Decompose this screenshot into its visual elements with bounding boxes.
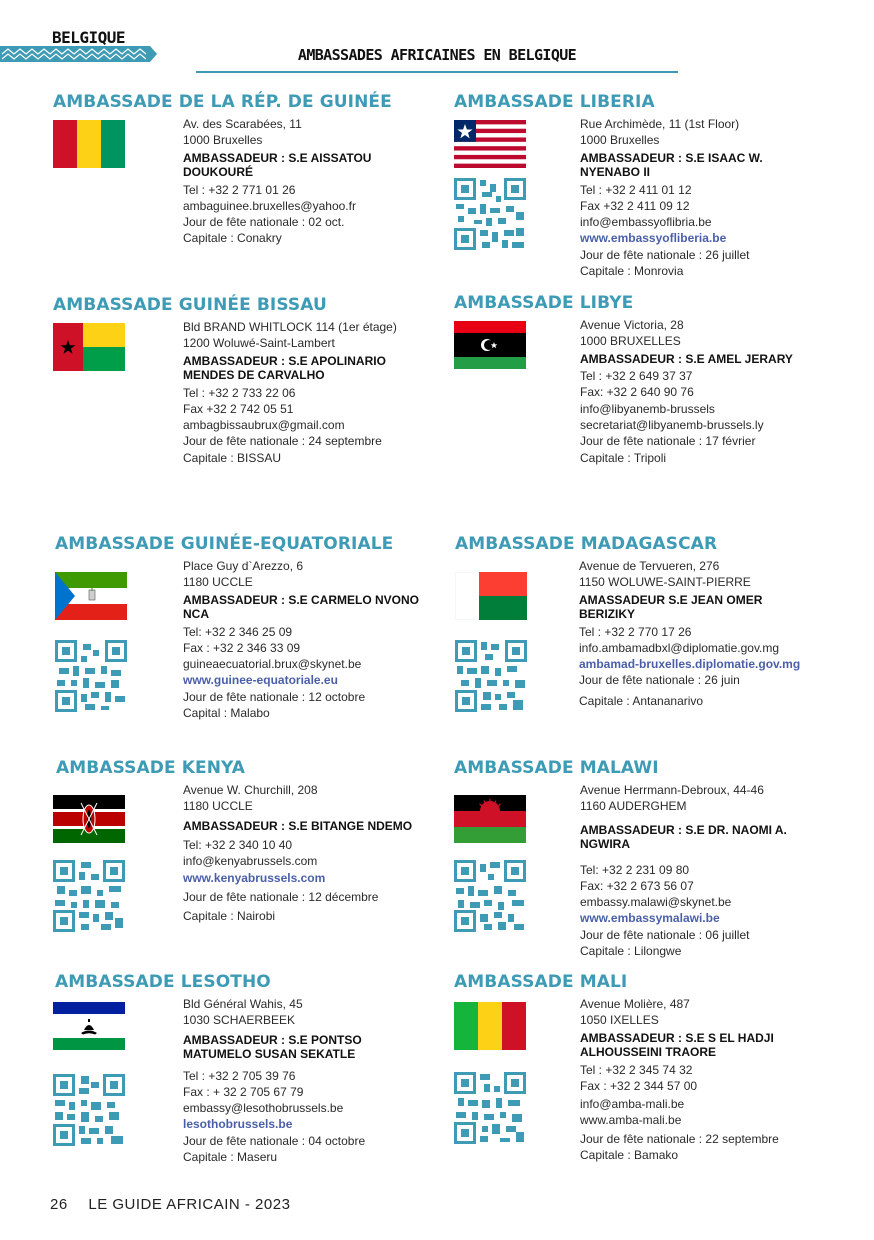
contact-line: Jour de fête nationale : 12 octobre	[183, 689, 366, 704]
address-line: 1150 WOLUWE-SAINT-PIERRE	[579, 575, 751, 590]
contact-line: Capitale : Monrovia	[580, 264, 684, 279]
page-footer	[50, 1196, 290, 1213]
contact-line: Capitale : Conakry	[183, 231, 282, 246]
address-line: Avenue W. Churchill, 208	[183, 783, 318, 797]
page-number: 26	[50, 1196, 68, 1213]
contact-line[interactable]: info@amba-mali.be	[580, 1097, 685, 1112]
contact-line: Capital : Malabo	[183, 706, 270, 721]
contact-line: Capitale : Maseru	[183, 1150, 278, 1165]
contact-line[interactable]: info.ambamadbxl@diplomatie.gov.mg	[579, 640, 780, 655]
embassy-libye	[454, 293, 854, 473]
address-line: 1180 UCCLE	[183, 575, 253, 590]
embassy-info	[183, 996, 423, 1165]
qr-code-icon[interactable]	[53, 860, 125, 932]
embassy-guinee-bissau	[53, 295, 453, 475]
qr-code-icon[interactable]	[454, 1072, 526, 1144]
embassy-kenya	[56, 758, 456, 948]
contact-line: Tel: +32 2 346 25 09	[183, 624, 293, 639]
contact-line: Capitale : Antananarivo	[579, 693, 704, 708]
ambassador: AMBASSADEUR : S.E APOLINARIO MENDES DE CARVALHO	[183, 353, 386, 383]
contact-line: Jour de fête nationale : 22 septembre	[580, 1131, 779, 1146]
address-line: Place Guy d`Arezzo, 6	[183, 559, 304, 573]
address-line: 1030 SCHAERBEEK	[183, 1013, 296, 1028]
contact-line: Fax: +32 2 673 56 07	[580, 878, 694, 893]
malawi-flag-icon	[454, 795, 526, 843]
embassy-name: AMBASSADE DE LA RÉP. DE GUINÉE	[53, 92, 392, 112]
address-line: 1000 Bruxelles	[183, 133, 263, 148]
embassy-info	[580, 996, 820, 1163]
contact-line: Tel : +32 2 733 22 06	[183, 385, 296, 400]
madagascar-flag-icon	[455, 572, 527, 620]
address-line: Avenue Herrmann-Debroux, 44-46	[580, 783, 764, 797]
contact-line[interactable]: embassy@lesothobrussels.be	[183, 1101, 344, 1116]
embassy-info	[580, 782, 820, 959]
embassy-name: AMBASSADE GUINÉE-EQUATORIALE	[55, 534, 394, 554]
title-divider	[196, 71, 678, 73]
ambassador: AMBASSADEUR : S.E ISAAC W. NYENABO II	[580, 150, 763, 180]
address-line: 1200 Woluwé-Saint-Lambert	[183, 336, 335, 351]
contact-line: Tel : +32 2 770 17 26	[579, 624, 692, 639]
contact-line: Fax : +32 2 344 57 00	[580, 1078, 698, 1093]
contact-line: Jour de fête nationale : 06 juillet	[580, 927, 750, 942]
embassy-info	[580, 317, 820, 466]
ambassador: AMBASSADEUR : S.E BITANGE NDEMO	[183, 818, 413, 833]
equatorial-guinea-flag-icon	[55, 572, 127, 620]
ambassador: AMBASSADEUR : S.E PONTSO MATUMELO SUSAN SEKATLE	[183, 1032, 362, 1062]
contact-line: Tel: +32 2 340 10 40	[183, 838, 293, 853]
embassy-info	[183, 319, 423, 466]
contact-line: Jour de fête nationale : 12 décembre	[183, 889, 379, 904]
contact-line: Jour de fête nationale : 02 oct.	[183, 215, 345, 230]
embassy-mali	[454, 972, 854, 1162]
contact-line: Jour de fête nationale : 24 septembre	[183, 434, 382, 449]
contact-line[interactable]: ambagbissaubrux@gmail.com	[183, 418, 345, 433]
page-title: AMBASSADES AFRICAINES EN BELGIQUE	[297, 46, 577, 64]
address-line: 1000 Bruxelles	[580, 133, 660, 148]
decorative-band	[0, 46, 157, 62]
guinea-bissau-flag-icon	[53, 323, 125, 371]
ambassador: AMBASSADEUR : S.E CARMELO NVONO NCA	[183, 592, 420, 622]
contact-line: Tel : +32 2 771 01 26	[183, 182, 296, 197]
ambassador: AMBASSADEUR : S.E AISSATOU DOUKOURÉ	[183, 150, 372, 180]
address-line: 1160 AUDERGHEM	[580, 799, 687, 814]
embassy-guinee	[53, 92, 453, 262]
address-line: Bld BRAND WHITLOCK 114 (1er étage)	[183, 320, 397, 334]
contact-line[interactable]: guineaecuatorial.brux@skynet.be	[183, 657, 362, 672]
publication-name: LE GUIDE AFRICAIN - 2023	[88, 1196, 291, 1213]
contact-line: Tel : +32 2 411 01 12	[580, 182, 692, 197]
contact-line: Fax: +32 2 640 90 76	[580, 385, 694, 400]
address-line: Avenue de Tervueren, 276	[579, 559, 720, 573]
embassy-name: AMBASSADE KENYA	[56, 758, 246, 778]
contact-line: Fax +32 2 742 05 51	[183, 401, 294, 416]
qr-code-icon[interactable]	[455, 640, 527, 712]
liberia-flag-icon	[454, 120, 526, 168]
address-line: Av. des Scarabées, 11	[183, 117, 302, 131]
embassy-malawi	[454, 758, 854, 958]
embassy-name: AMBASSADE LESOTHO	[55, 972, 271, 992]
mali-flag-icon	[454, 1002, 526, 1050]
contact-line: Capitale : Lilongwe	[580, 944, 682, 959]
address-line: Bld Général Wahis, 45	[183, 997, 303, 1011]
embassy-info	[183, 116, 423, 247]
address-line: Rue Archimède, 11 (1st Floor)	[580, 117, 740, 131]
address-line: 1000 BRUXELLES	[580, 334, 681, 349]
ambassador: AMASSADEUR S.E JEAN OMER BERIZIKY	[579, 592, 763, 622]
contact-line[interactable]: secretariat@libyanemb-brussels.ly	[580, 417, 764, 432]
contact-line: Jour de fête nationale : 17 février	[580, 434, 756, 449]
section-label: BELGIQUE	[52, 28, 126, 47]
guinea-flag-icon	[53, 120, 125, 168]
contact-line: Tel: +32 2 231 09 80	[580, 862, 690, 877]
contact-line[interactable]: info@embassyoflibria.be	[580, 215, 712, 230]
website-link[interactable]: www.guinee-equatoriale.eu	[183, 673, 338, 688]
embassy-liberia	[454, 92, 854, 282]
ambassador: AMBASSADEUR : S.E AMEL JERARY	[580, 351, 793, 366]
contact-line: Tel : +32 2 649 37 37	[580, 369, 693, 384]
address-line: 1180 UCCLE	[183, 799, 253, 814]
contact-line[interactable]: embassy.malawi@skynet.be	[580, 895, 732, 910]
kenya-flag-icon	[53, 795, 125, 843]
website-link[interactable]: www.embassymalawi.be	[580, 911, 720, 926]
contact-line: Capitale : Bamako	[580, 1148, 679, 1163]
embassy-guinee-equatoriale	[55, 534, 455, 734]
libya-flag-icon	[454, 321, 526, 369]
contact-line: Tel : +32 2 345 74 32	[580, 1062, 693, 1077]
qr-code-icon[interactable]	[53, 1074, 125, 1146]
website-link[interactable]: ambamad-bruxelles.diplomatie.gov.mg	[579, 657, 801, 672]
lesotho-flag-icon	[53, 1002, 125, 1050]
contact-line[interactable]: ambaguinee.bruxelles@yahoo.fr	[183, 198, 356, 213]
embassy-lesotho	[55, 972, 455, 1172]
embassy-name: AMBASSADE MALAWI	[454, 758, 659, 778]
contact-line: Jour de fête nationale : 26 juillet	[580, 247, 750, 262]
contact-line[interactable]: www.amba-mali.be	[580, 1113, 682, 1128]
embassy-madagascar	[455, 534, 855, 734]
website-link[interactable]: www.embassyofliberia.be	[580, 231, 727, 246]
contact-line: Fax : +32 2 346 33 09	[183, 640, 301, 655]
embassy-name: AMBASSADE LIBYE	[454, 293, 634, 313]
section-tag	[0, 26, 160, 66]
address-line: Avenue Molière, 487	[580, 997, 690, 1011]
address-line: 1050 IXELLES	[580, 1013, 659, 1028]
qr-code-icon[interactable]	[454, 178, 526, 250]
contact-line[interactable]: info@kenyabrussels.com	[183, 854, 318, 869]
contact-line[interactable]: info@libyanemb-brussels	[580, 401, 715, 416]
contact-line: Capitale : Tripoli	[580, 450, 667, 465]
embassy-info	[579, 558, 819, 709]
address-line: Avenue Victoria, 28	[580, 318, 684, 332]
ambassador: AMBASSADEUR : S.E S EL HADJI ALHOUSSEINI TRAORE	[580, 1030, 774, 1060]
embassy-info	[183, 782, 423, 925]
contact-line: Tel : +32 2 705 39 76	[183, 1068, 296, 1083]
contact-line: Capitale : BISSAU	[183, 450, 282, 465]
contact-line: Jour de fête nationale : 04 octobre	[183, 1133, 366, 1148]
ambassador: AMBASSADEUR : S.E DR. NAOMI A. NGWIRA	[580, 822, 787, 852]
contact-line: Fax : + 32 2 705 67 79	[183, 1084, 304, 1099]
embassy-name: AMBASSADE MADAGASCAR	[455, 534, 718, 554]
contact-line: Capitale : Nairobi	[183, 909, 276, 924]
qr-code-icon[interactable]	[454, 860, 526, 932]
embassy-name: AMBASSADE LIBERIA	[454, 92, 655, 112]
website-link[interactable]: www.kenyabrussels.com	[183, 870, 326, 885]
embassy-info	[580, 116, 820, 279]
embassy-name: AMBASSADE GUINÉE BISSAU	[53, 295, 327, 315]
website-link[interactable]: lesothobrussels.be	[183, 1117, 293, 1132]
contact-line: Jour de fête nationale : 26 juin	[579, 673, 740, 688]
qr-code-icon[interactable]	[55, 640, 127, 712]
embassy-info	[183, 558, 423, 721]
contact-line: Fax +32 2 411 09 12	[580, 198, 690, 213]
embassy-name: AMBASSADE MALI	[454, 972, 628, 992]
